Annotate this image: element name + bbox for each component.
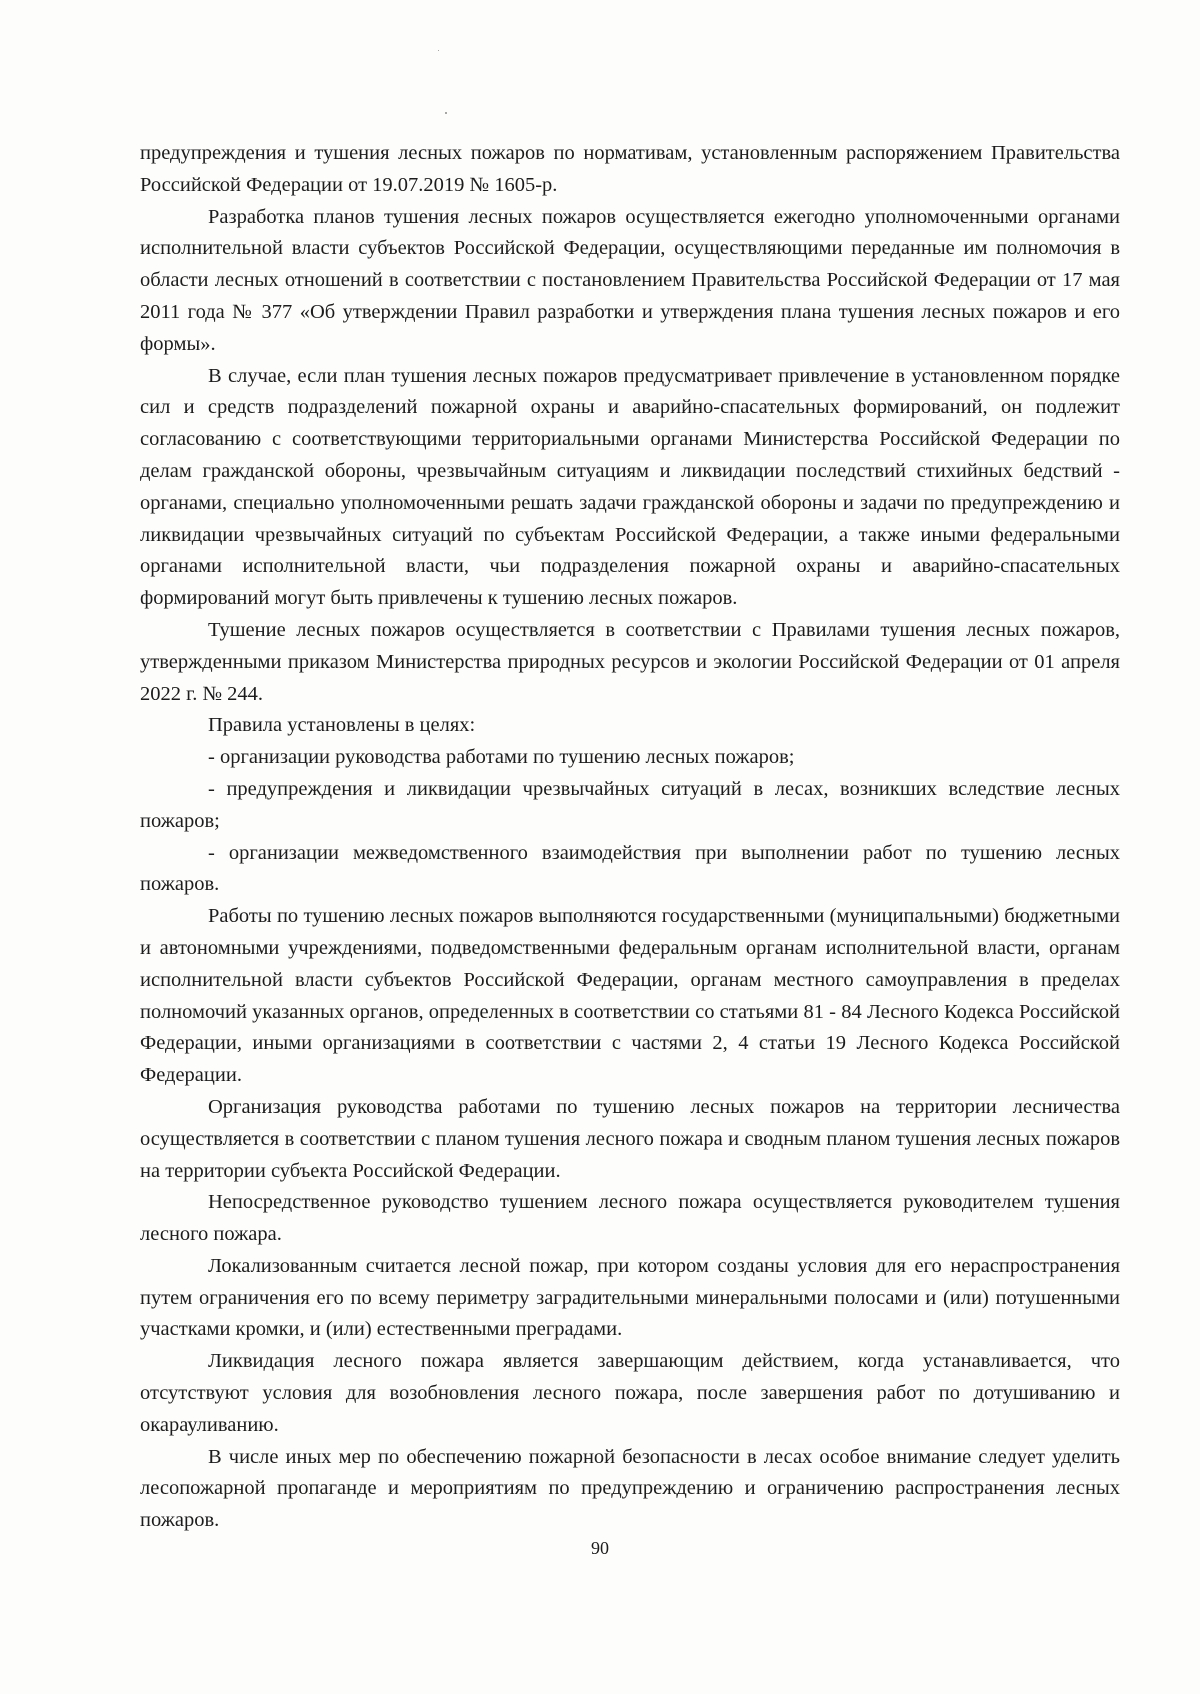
paragraph: Организация руководства работами по тушению лесных пожаров на территории лесничества осуществляется в соответствии с планом тушения лесного пожара и сводным планом тушения лесных пожаров на территории субъекта Российской Федерации. — [140, 1095, 1120, 1182]
paragraph: Локализованным считается лесной пожар, при котором созданы условия для его нераспространения путем ограничения его по всему периметру заградительными минеральными полосами и (или) потушенными участками кромки, и (или) естественными преградами. — [140, 1254, 1120, 1341]
paragraph: Непосредственное руководство тушением лесного пожара осуществляется руководителем тушения лесного пожара. — [140, 1191, 1120, 1246]
list-item: - предупреждения и ликвидации чрезвычайных ситуаций в лесах, возникших вследствие лесных пожаров; — [140, 777, 1120, 832]
page-number: 90 — [591, 1538, 609, 1558]
paragraph: Работы по тушению лесных пожаров выполняются государственными (муниципальными) бюджетными и автономными учреждениями, подведомственными федеральным органам исполнительной власти, органам исполнительной власти субъектов Российской Федерации, органам местного самоуправления в пределах полномочий указанных органов, определенных в соответствии со статьями 81 - 84 Лесного Кодекса Российской Федерации, иными организациями в соответствии с частями 2, 4 статьи 19 Лесного Кодекса Российской Федерации. — [140, 905, 1120, 1087]
scan-speck — [445, 112, 447, 114]
document-body — [140, 138, 1120, 1537]
paragraph: Тушение лесных пожаров осуществляется в соответствии с Правилами тушения лесных пожаров, утвержденными приказом Министерства природных ресурсов и экологии Российской Федерации от 01 апреля 2022 г. № 244. — [140, 618, 1120, 705]
paragraph: Ликвидация лесного пожара является завершающим действием, когда устанавливается, что отсутствуют условия для возобновления лесного пожара, после завершения работ по дотушиванию и окарауливанию. — [140, 1350, 1120, 1436]
list-item: - организации межведомственного взаимодействия при выполнении работ по тушению лесных пожаров. — [140, 841, 1120, 896]
scan-speck — [438, 50, 439, 51]
paragraph-continuation: предупреждения и тушения лесных пожаров по нормативам, установленным распоряжением Правительства Российской Федерации от 19.07.2019 № 1605-р. — [140, 142, 1120, 196]
paragraph: В числе иных мер по обеспечению пожарной безопасности в лесах особое внимание следует уделить лесопожарной пропаганде и мероприятиям по предупреждению и ограничению распространения лесных пожаров. — [140, 1445, 1120, 1532]
paragraph: Разработка планов тушения лесных пожаров осуществляется ежегодно уполномоченными органами исполнительной власти субъектов Российской Федерации, осуществляющими переданные им полномочия в области лесных отношений в соответствии с постановлением Правительства Российской Федерации от 17 мая 2011 года № 377 «Об утверждении Правил разработки и утверждения плана тушения лесных пожаров и его формы». — [140, 205, 1120, 355]
paragraph: В случае, если план тушения лесных пожаров предусматривает привлечение в установленном порядке сил и средств подразделений пожарной охраны и аварийно-спасательных формирований, он подлежит согласованию с соответствующими территориальными органами Министерства Российской Федерации по делам гражданской обороны, чрезвычайным ситуациям и ликвидации последствий стихийных бедствий - органами, специально уполномоченными решать задачи гражданской обороны и задачи по предупреждению и ликвидации чрезвычайных ситуаций по субъектам Российской Федерации, а также иными федеральными органами исполнительной власти, чьи подразделения пожарной охраны и аварийно-спасательных формирований могут быть привлечены к тушению лесных пожаров. — [140, 364, 1120, 610]
paragraph: Правила установлены в целях: — [208, 714, 476, 737]
list-item: - организации руководства работами по тушению лесных пожаров; — [208, 746, 795, 769]
